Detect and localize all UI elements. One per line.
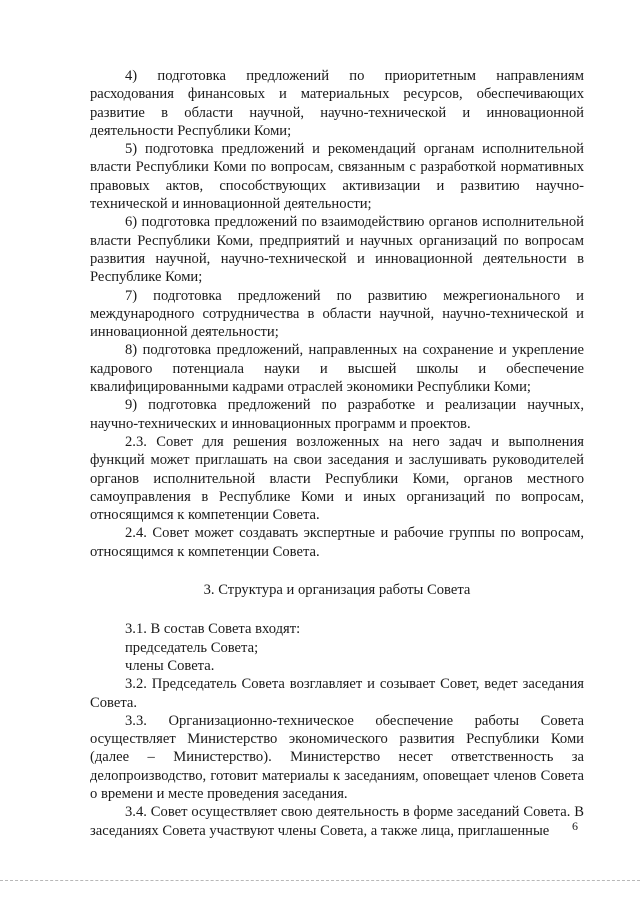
clause-3-2: 3.2. Председатель Совета возглавляет и созывает Совет, ведет заседания Совета. bbox=[90, 676, 584, 711]
composition-chairman: председатель Совета; bbox=[125, 639, 259, 656]
page-number: 6 bbox=[572, 819, 578, 833]
clause-3-4: 3.4. Совет осуществляет свою деятельность в форме заседаний Совета. В заседаниях Совета участвуют члены Совета, а также лица, приглашенные bbox=[90, 804, 584, 839]
list-item-7: 7) подготовка предложений по развитию межрегионального и международного сотрудничества в области научной, научно-технической и инновационной деятельности; bbox=[90, 287, 584, 341]
document-body bbox=[90, 67, 584, 840]
list-item-4: 4) подготовка предложений по приоритетным направлениям расходования финансовых и материальных ресурсов, обеспечивающих развитие в области научной, научно-технической и инновационной деятельности Республики Коми; bbox=[90, 68, 584, 139]
section-heading: 3. Структура и организация работы Совета bbox=[203, 582, 471, 599]
clause-2-3: 2.3. Совет для решения возложенных на него задач и выполнения функций может приглашать на свои заседания и заслушивать руководителей органов исполнительной власти Республики Коми, органов местного самоуправления в Республике Коми и иных организаций по вопросам, относящимся к компетенции Совета. bbox=[90, 433, 584, 524]
list-item-5: 5) подготовка предложений и рекомендаций органам исполнительной власти Республики Коми по вопросам, связанным с разработкой нормативных правовых актов, способствующих активизации и развитию научно-технической и инновационной деятельности; bbox=[90, 141, 584, 213]
page-bottom-divider bbox=[0, 880, 640, 882]
clause-3-3: 3.3. Организационно-техническое обеспечение работы Совета осуществляет Министерство экономического развития Республики Коми (далее – Министерство). Министерство несет ответственность за делопроизводство, готовит материалы к заседаниям, оповещает членов Совета о времени и месте проведения заседания. bbox=[90, 712, 584, 802]
list-item-8: 8) подготовка предложений, направленных на сохранение и укрепление кадрового потенциала науки и высшей школы и обеспечение квалифицированными кадрами отраслей экономики Республики Коми; bbox=[90, 342, 584, 396]
list-item-9: 9) подготовка предложений по разработке и реализации научных, научно-технических и инновационных программ и проектов. bbox=[90, 397, 584, 432]
composition-members: члены Совета. bbox=[125, 657, 215, 674]
clause-2-4: 2.4. Совет может создавать экспертные и рабочие группы по вопросам, относящимся к компетенции Совета. bbox=[90, 525, 584, 560]
clause-3-1: 3.1. В состав Совета входят: bbox=[125, 621, 301, 638]
list-item-6: 6) подготовка предложений по взаимодействию органов исполнительной власти Республики Коми, предприятий и научных организаций по вопросам развития научной, научно-технической и инновационной деятельности в Республике Коми; bbox=[90, 214, 584, 286]
